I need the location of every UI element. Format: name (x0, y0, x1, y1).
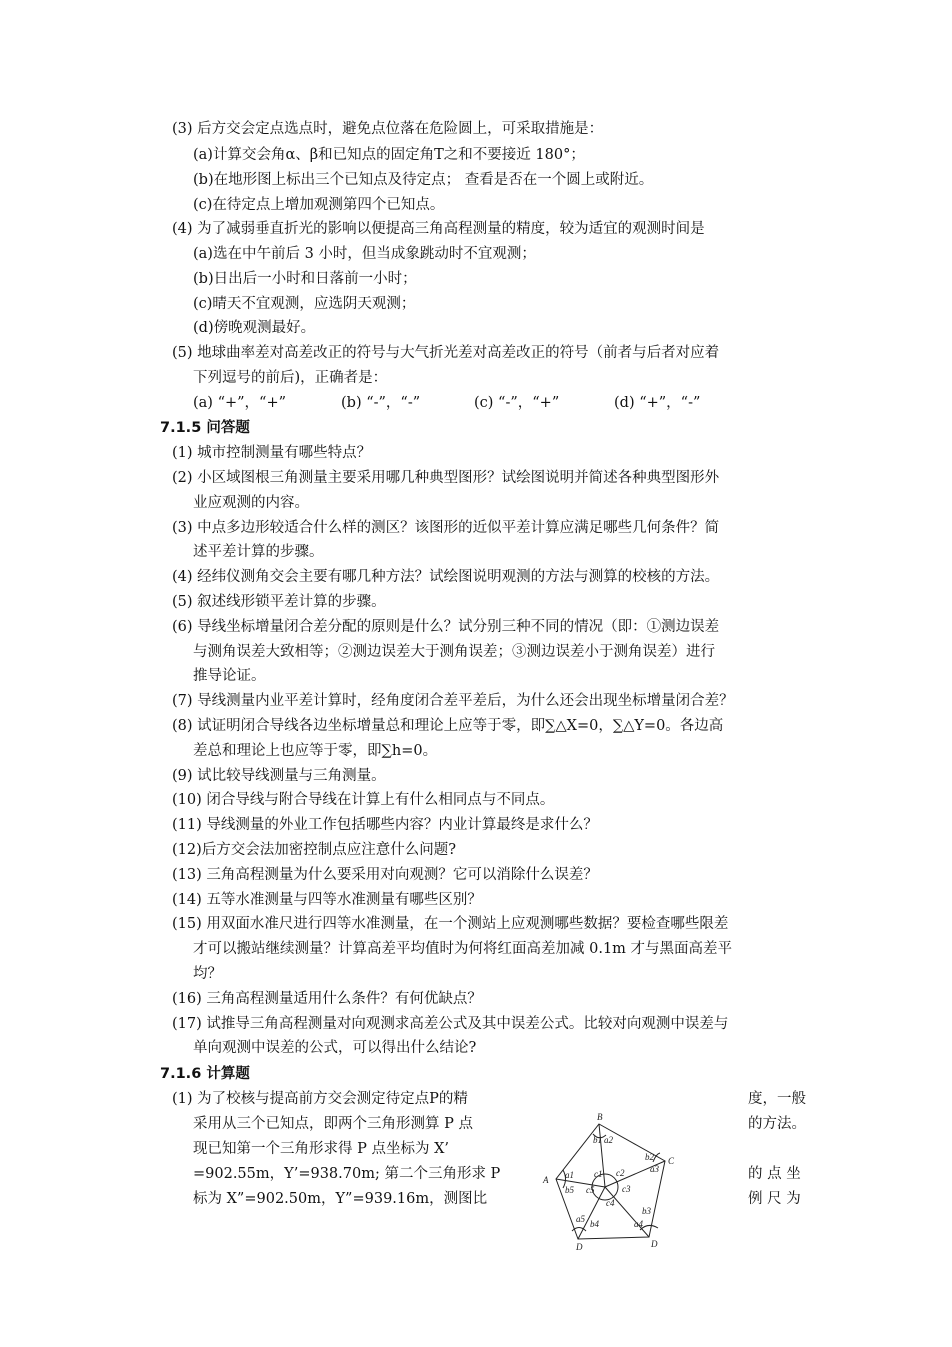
qa-line: 业应观测的内容。 (193, 495, 309, 511)
q5-stem-line2: 下列逗号的前后)，正确者是： (193, 370, 388, 386)
qa-line: 与测角误差大致相等；②测边误差大于测角误差；③测边误差小于测角误差）进行 (193, 644, 715, 660)
q5-stem-line1: (5) 地球曲率差对高差改正的符号与大气折光差对高差改正的符号（前者与后者对应着 (172, 345, 720, 361)
angle-label: c3 (622, 1184, 631, 1194)
qa-line: (1) 城市控制测量有哪些特点？ (172, 445, 372, 461)
qa-line: (3) 中点多边形较适合什么样的测区？该图形的近似平差计算应满足哪些几何条件？简 (172, 520, 720, 536)
qa-line: 均？ (193, 966, 222, 982)
qa-line: (16) 三角高程测量适用什么条件？有何优缺点？ (172, 991, 482, 1007)
angle-label: b1 (593, 1135, 602, 1145)
angle-label: a3 (650, 1164, 659, 1174)
qa-line: (10) 闭合导线与附合导线在计算上有什么相同点与不同点。 (172, 792, 555, 808)
vertex-label: D (576, 1242, 583, 1252)
qa-line: (7) 导线测量内业平差计算时，经角度闭合差平差后，为什么还会出现坐标增量闭合差？ (172, 693, 734, 709)
calc-left-line: 标为 X”=902.50m，Y”=939.16m，测图比 (193, 1191, 488, 1207)
qa-line: (15) 用双面水准尺进行四等水准测量，在一个测站上应观测哪些数据？要检查哪些限差 (172, 916, 729, 932)
q5-option-d: (d) “+”，“-” (614, 395, 701, 411)
angle-label: c2 (616, 1168, 625, 1178)
angle-label: a4 (634, 1219, 643, 1229)
qa-line: 单向观测中误差的公式，可以得出什么结论? (193, 1040, 477, 1056)
qa-line: (2) 小区域图根三角测量主要采用哪几种典型图形？试绘图说明并简述各种典型图形外 (172, 470, 720, 486)
qa-line: 差总和理论上也应等于零，即∑h=0。 (193, 743, 438, 759)
q5-option-b: (b) “-”，“-” (341, 395, 421, 411)
qa-line: (11) 导线测量的外业工作包括哪些内容？内业计算最终是求什么？ (172, 817, 598, 833)
vertex-label: B (597, 1112, 603, 1122)
q5-option-a: (a) “+”，“+” (193, 395, 287, 411)
angle-label: c5 (586, 1185, 595, 1195)
angle-label: b4 (590, 1219, 599, 1229)
qa-line: (5) 叙述线形锁平差计算的步骤。 (172, 594, 386, 610)
qa-line: (13) 三角高程测量为什么要采用对向观测？它可以消除什么误差？ (172, 867, 598, 883)
vertex-label: D (651, 1239, 658, 1249)
angle-label: c1 (594, 1169, 603, 1179)
q4-stem: (4) 为了减弱垂直折光的影响以便提高三角高程测量的精度，较为适宜的观测时间是 (172, 221, 705, 237)
q4-option-d: (d)傍晚观测最好。 (193, 320, 316, 336)
q4-option-a: (a)选在中午前后 3 小时，但当成象跳动时不宜观测； (193, 246, 536, 262)
angle-label: b5 (565, 1185, 574, 1195)
section-heading-qa: 7.1.5 问答题 (160, 420, 250, 436)
q4-option-c: (c)晴天不宜观测，应选阴天观测； (193, 296, 416, 312)
q5-option-c: (c) “-”，“+” (474, 395, 560, 411)
qa-line: (4) 经纬仪测角交会主要有哪几种方法？试绘图说明观测的方法与测算的校核的方法。 (172, 569, 720, 585)
calc-left-line: 现已知第一个三角形求得 P 点坐标为 X’ (193, 1141, 450, 1157)
qa-line: 才可以搬站继续测量？计算高差平均值时为何将红面高差加减 0.1m 才与黑面高差平 (193, 941, 733, 957)
calc-left-line: 采用从三个已知点，即两个三角形测算 P 点 (193, 1116, 473, 1132)
qa-line: 推导论证。 (193, 668, 266, 684)
q3-option-b: (b)在地形图上标出三个已知点及待定点； 查看是否在一个圆上或附近。 (193, 172, 654, 188)
q3-option-c: (c)在待定点上增加观测第四个已知点。 (193, 197, 445, 213)
qa-line: (8) 试证明闭合导线各边坐标增量总和理论上应等于零，即∑△X=0，∑△Y=0。各边高 (172, 718, 724, 734)
angle-label: b2 (645, 1152, 654, 1162)
qa-line: 述平差计算的步骤。 (193, 544, 324, 560)
qa-line: (14) 五等水准测量与四等水准测量有哪些区别？ (172, 892, 482, 908)
calc-right-line: 度，一般 (748, 1091, 806, 1107)
angle-label: a2 (604, 1135, 613, 1145)
q3-stem: (3) 后方交会定点选点时，避免点位落在危险圆上，可采取措施是： (172, 121, 604, 137)
calc-left-line: (1) 为了校核与提高前方交会测定待定点P的精 (172, 1091, 468, 1107)
calc-right-line: 的 点 坐 (748, 1166, 801, 1182)
angle-label: c4 (606, 1198, 615, 1208)
section-heading-calc: 7.1.6 计算题 (160, 1066, 250, 1082)
qa-line: (17) 试推导三角高程测量对向观测求高差公式及其中误差公式。比较对向观测中误差与 (172, 1016, 729, 1032)
calc-right-line: 的方法。 (748, 1116, 806, 1132)
vertex-label: A (543, 1175, 549, 1185)
q3-option-a: (a)计算交会角α、β和已知点的固定角Τ之和不要接近 180°； (193, 147, 585, 163)
central-polygon-figure (536, 1110, 696, 1252)
qa-line: (9) 试比较导线测量与三角测量。 (172, 768, 386, 784)
qa-line: (6) 导线坐标增量闭合差分配的原则是什么？试分别三种不同的情况（即：①测边误差 (172, 619, 720, 635)
angle-label: b3 (642, 1206, 651, 1216)
qa-line: (12)后方交会法加密控制点应注意什么问题? (172, 842, 457, 858)
angle-label: a1 (565, 1170, 574, 1180)
q4-option-b: (b)日出后一小时和日落前一小时； (193, 271, 417, 287)
calc-left-line: =902.55m，Y’=938.70m; 第二个三角形求 P (193, 1166, 501, 1182)
calc-right-line: 例 尺 为 (748, 1191, 801, 1207)
angle-label: a5 (576, 1214, 585, 1224)
vertex-label: C (668, 1156, 675, 1166)
